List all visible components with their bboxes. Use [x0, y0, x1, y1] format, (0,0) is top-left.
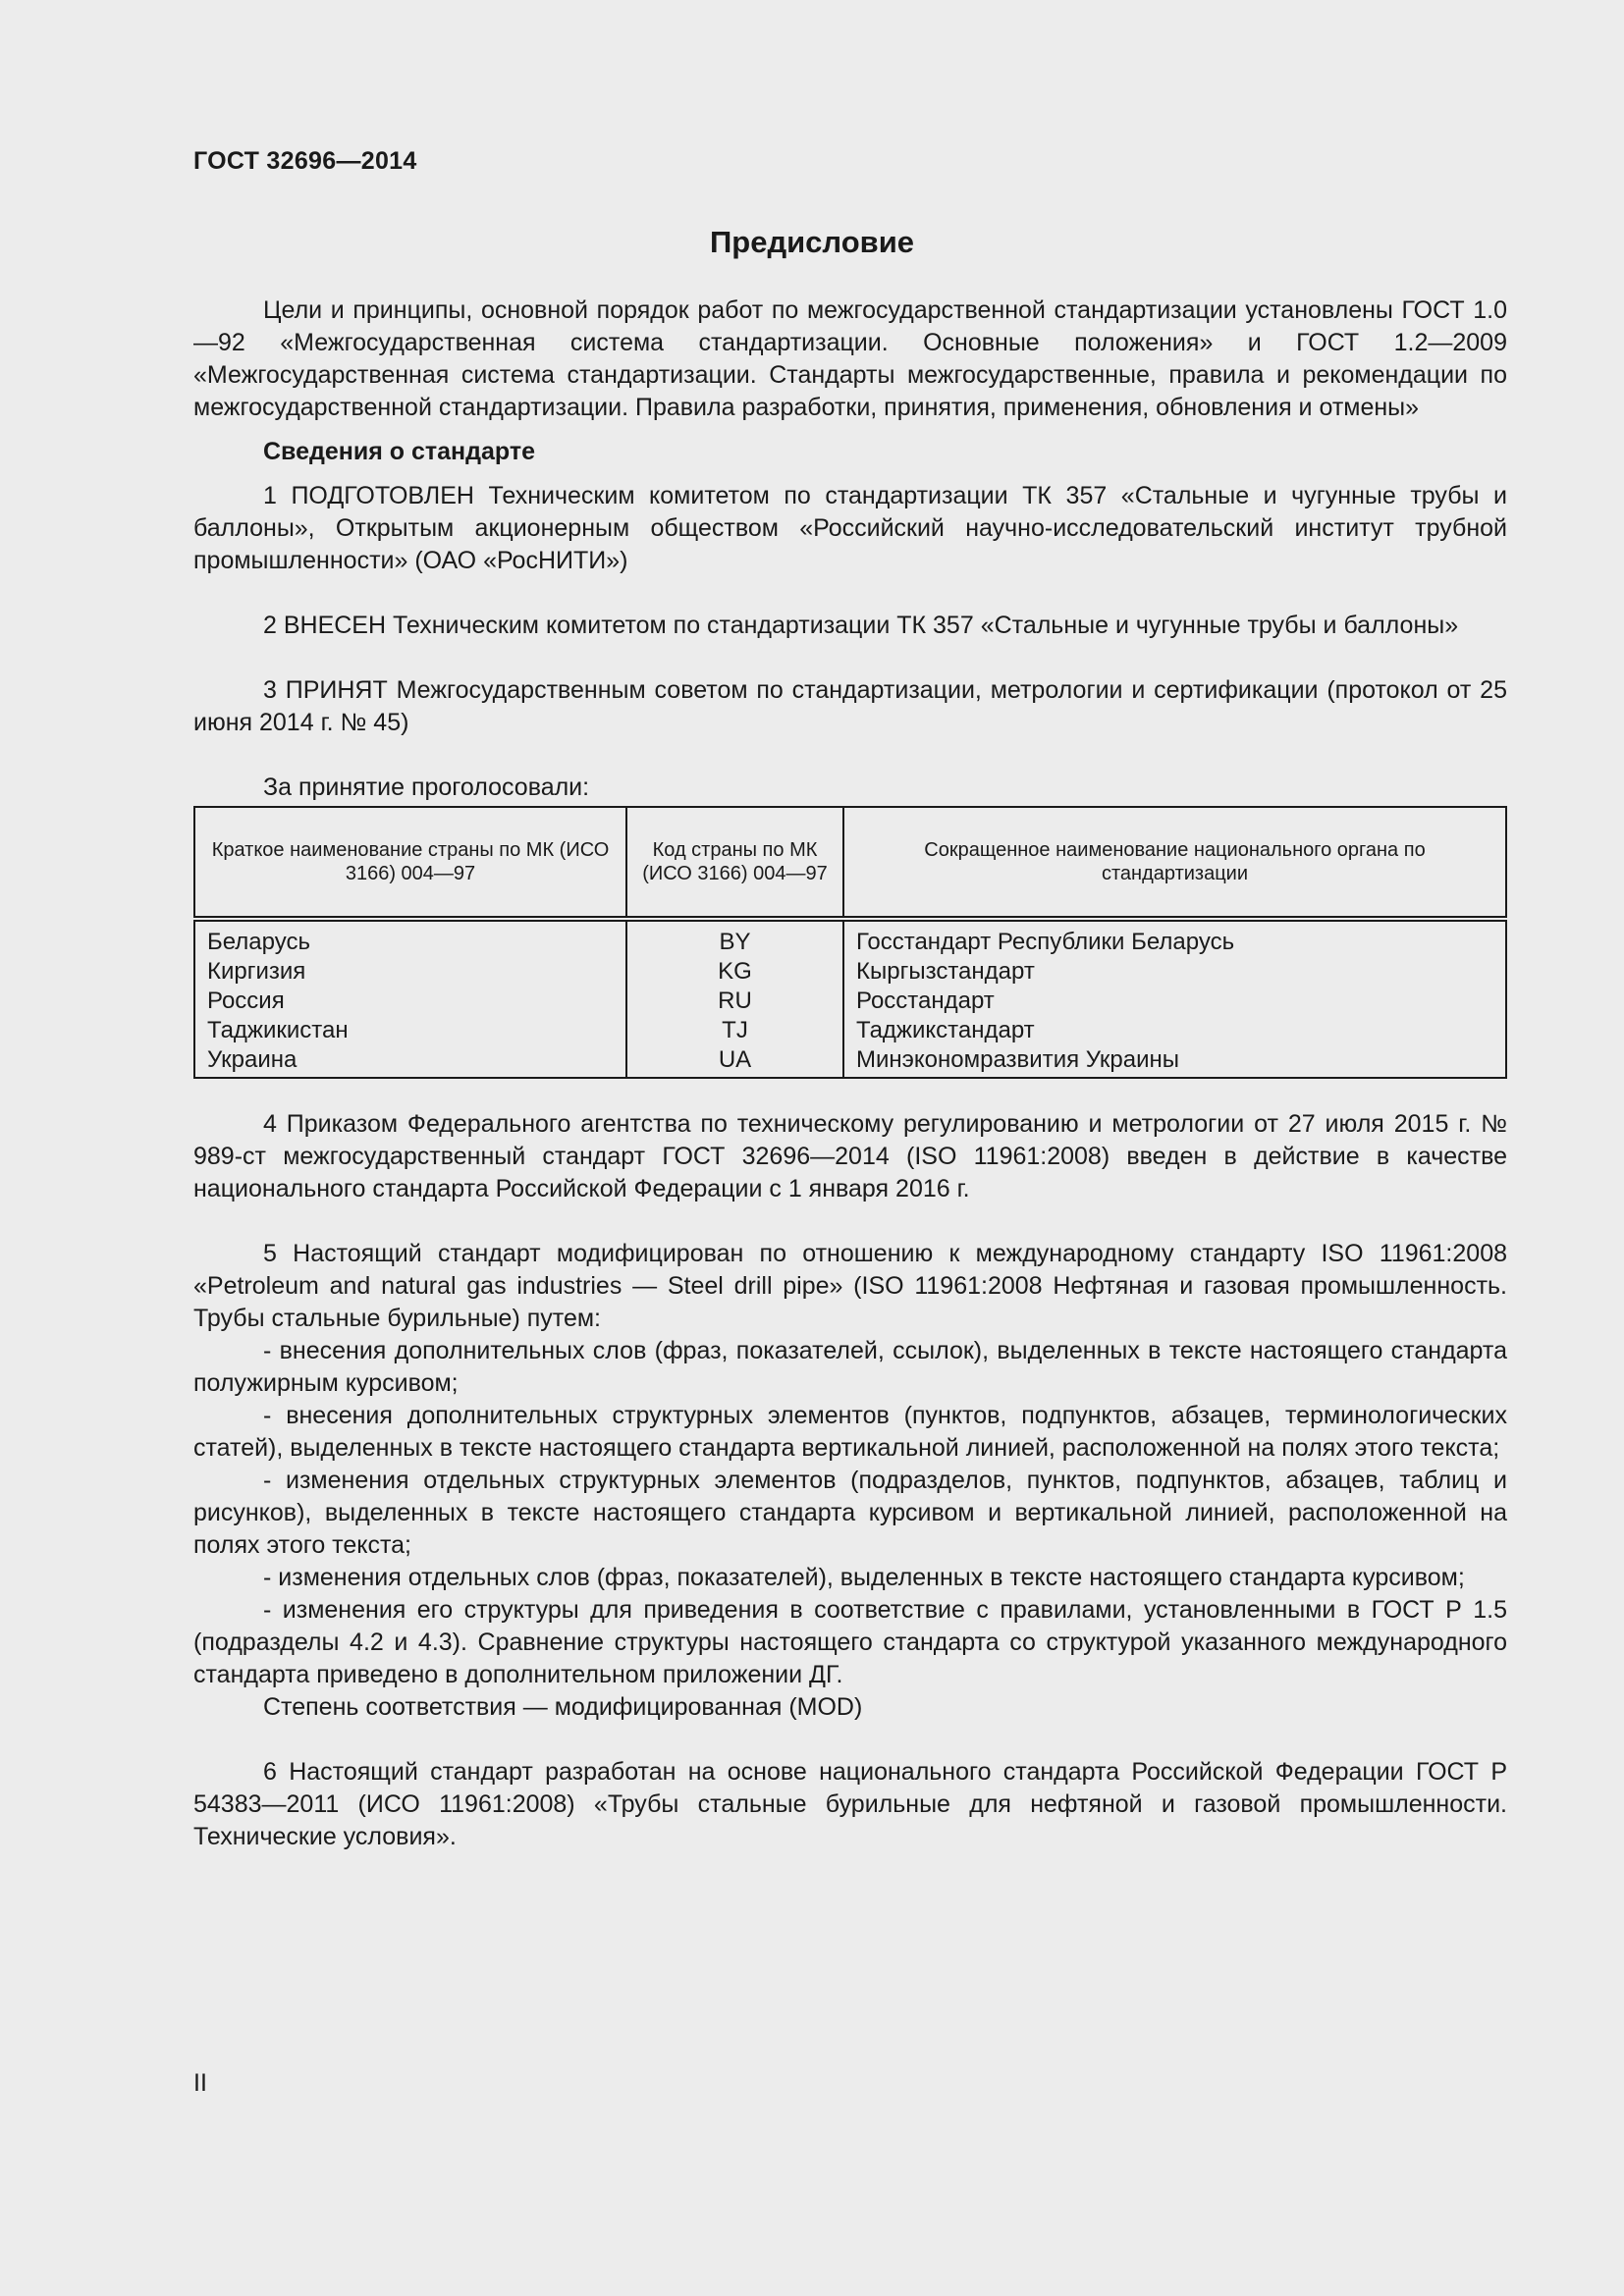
item-5-list-item: - внесения дополнительных структурных элементов (пунктов, подпунктов, абзацев, терминологических статей), выделенных в тексте настоящего стандарта вертикальной линией, расположенной на полях этого текста; — [193, 1402, 1507, 1462]
voting-table — [193, 806, 1507, 1079]
document-body — [193, 294, 1507, 1853]
table-cell-country: Таджикистан — [194, 1016, 626, 1045]
page-title: Предисловие — [709, 225, 914, 259]
table-cell-code: RU — [626, 987, 843, 1016]
table-header-code: Код страны по МК (ИСО 3166) 004—97 — [626, 807, 843, 919]
table-header-body: Сокращенное наименование национального органа по стандартизации — [843, 807, 1506, 919]
vote-lead: За принятие проголосовали: — [263, 774, 590, 801]
intro-paragraph: Цели и принципы, основной порядок работ по межгосударственной стандартизации установлены ГОСТ 1.0—92 «Межгосударственная система стандартизации. Основные положения» и ГОСТ 1.2—2009 «Межгосударственная система стандартизации. Стандарты межгосударственные, правила и рекомендации по межгосударственной стандартизации. Правила разработки, принятия, применения, обновления и отмены» — [193, 296, 1507, 421]
page-number: II — [193, 2069, 207, 2097]
item-5-degree: Степень соответствия — модифицированная (MOD) — [263, 1693, 863, 1721]
table-row — [194, 1045, 1506, 1078]
table-header-row — [194, 807, 1506, 919]
table-cell-body: Таджикстандарт — [843, 1016, 1506, 1045]
table-cell-code: TJ — [626, 1016, 843, 1045]
table-cell-country: Украина — [194, 1045, 626, 1078]
document-header: ГОСТ 32696—2014 — [193, 147, 417, 175]
item-6: 6 Настоящий стандарт разработан на основе национального стандарта Российской Федерации ГОСТ Р 54383—2011 (ИСО 11961:2008) «Трубы стальные бурильные для нефтяной и газовой промышленности. Технические условия». — [193, 1758, 1507, 1850]
table-cell-body: Росстандарт — [843, 987, 1506, 1016]
item-4: 4 Приказом Федерального агентства по техническому регулированию и метрологии от 27 июля 2015 г. № 989-ст межгосударственный стандарт ГОСТ 32696—2014 (ISO 11961:2008) введен в действие в качестве национального стандарта Российской Федерации с 1 января 2016 г. — [193, 1110, 1507, 1202]
item-5-list-item: - изменения отдельных слов (фраз, показателей), выделенных в тексте настоящего стандарта курсивом; — [263, 1564, 1465, 1591]
item-1: 1 ПОДГОТОВЛЕН Техническим комитетом по стандартизации ТК 357 «Стальные и чугунные трубы и баллоны», Открытым акционерным обществом «Российский научно-исследовательский институт трубной промышленности» (ОАО «РосНИТИ») — [193, 482, 1507, 574]
table-cell-country: Киргизия — [194, 957, 626, 987]
item-5: 5 Настоящий стандарт модифицирован по отношению к международному стандарту ISO 11961:2008 «Petroleum and natural gas industries — Steel drill pipe» (ISO 11961:2008 Нефтяная и газовая промышленность. Трубы стальные бурильные) путем: — [193, 1240, 1507, 1332]
item-3: 3 ПРИНЯТ Межгосударственным советом по стандартизации, метрологии и сертификации (протокол от 25 июня 2014 г. № 45) — [193, 676, 1507, 736]
item-5-list-item: - изменения отдельных структурных элементов (подразделов, пунктов, подпунктов, абзацев, таблиц и рисунков), выделенных в тексте настоящего стандарта курсивом и вертикальной линией, расположенной на полях этого текста; — [193, 1467, 1507, 1559]
table-cell-code: UA — [626, 1045, 843, 1078]
info-heading: Сведения о стандарте — [263, 438, 536, 465]
table-row — [194, 987, 1506, 1016]
table-row — [194, 1016, 1506, 1045]
item-5-list-item: - изменения его структуры для приведения в соответствие с правилами, установленными в ГОСТ Р 1.5 (подразделы 4.2 и 4.3). Сравнение структуры настоящего стандарта со структурой указанного международного стандарта приведено в дополнительном приложении ДГ. — [193, 1596, 1507, 1688]
table-cell-code: KG — [626, 957, 843, 987]
table-cell-body: Минэкономразвития Украины — [843, 1045, 1506, 1078]
item-5-list-item: - внесения дополнительных слов (фраз, показателей, ссылок), выделенных в тексте настоящего стандарта полужирным курсивом; — [193, 1337, 1507, 1397]
table-header-country: Краткое наименование страны по МК (ИСО 3166) 004—97 — [194, 807, 626, 919]
table-cell-country: Беларусь — [194, 919, 626, 957]
item-2: 2 ВНЕСЕН Техническим комитетом по стандартизации ТК 357 «Стальные и чугунные трубы и баллоны» — [263, 612, 1459, 639]
table-cell-body: Кыргызстандарт — [843, 957, 1506, 987]
table-cell-country: Россия — [194, 987, 626, 1016]
table-row — [194, 957, 1506, 987]
table-row — [194, 919, 1506, 957]
table-cell-body: Госстандарт Республики Беларусь — [843, 919, 1506, 957]
table-cell-code: BY — [626, 919, 843, 957]
